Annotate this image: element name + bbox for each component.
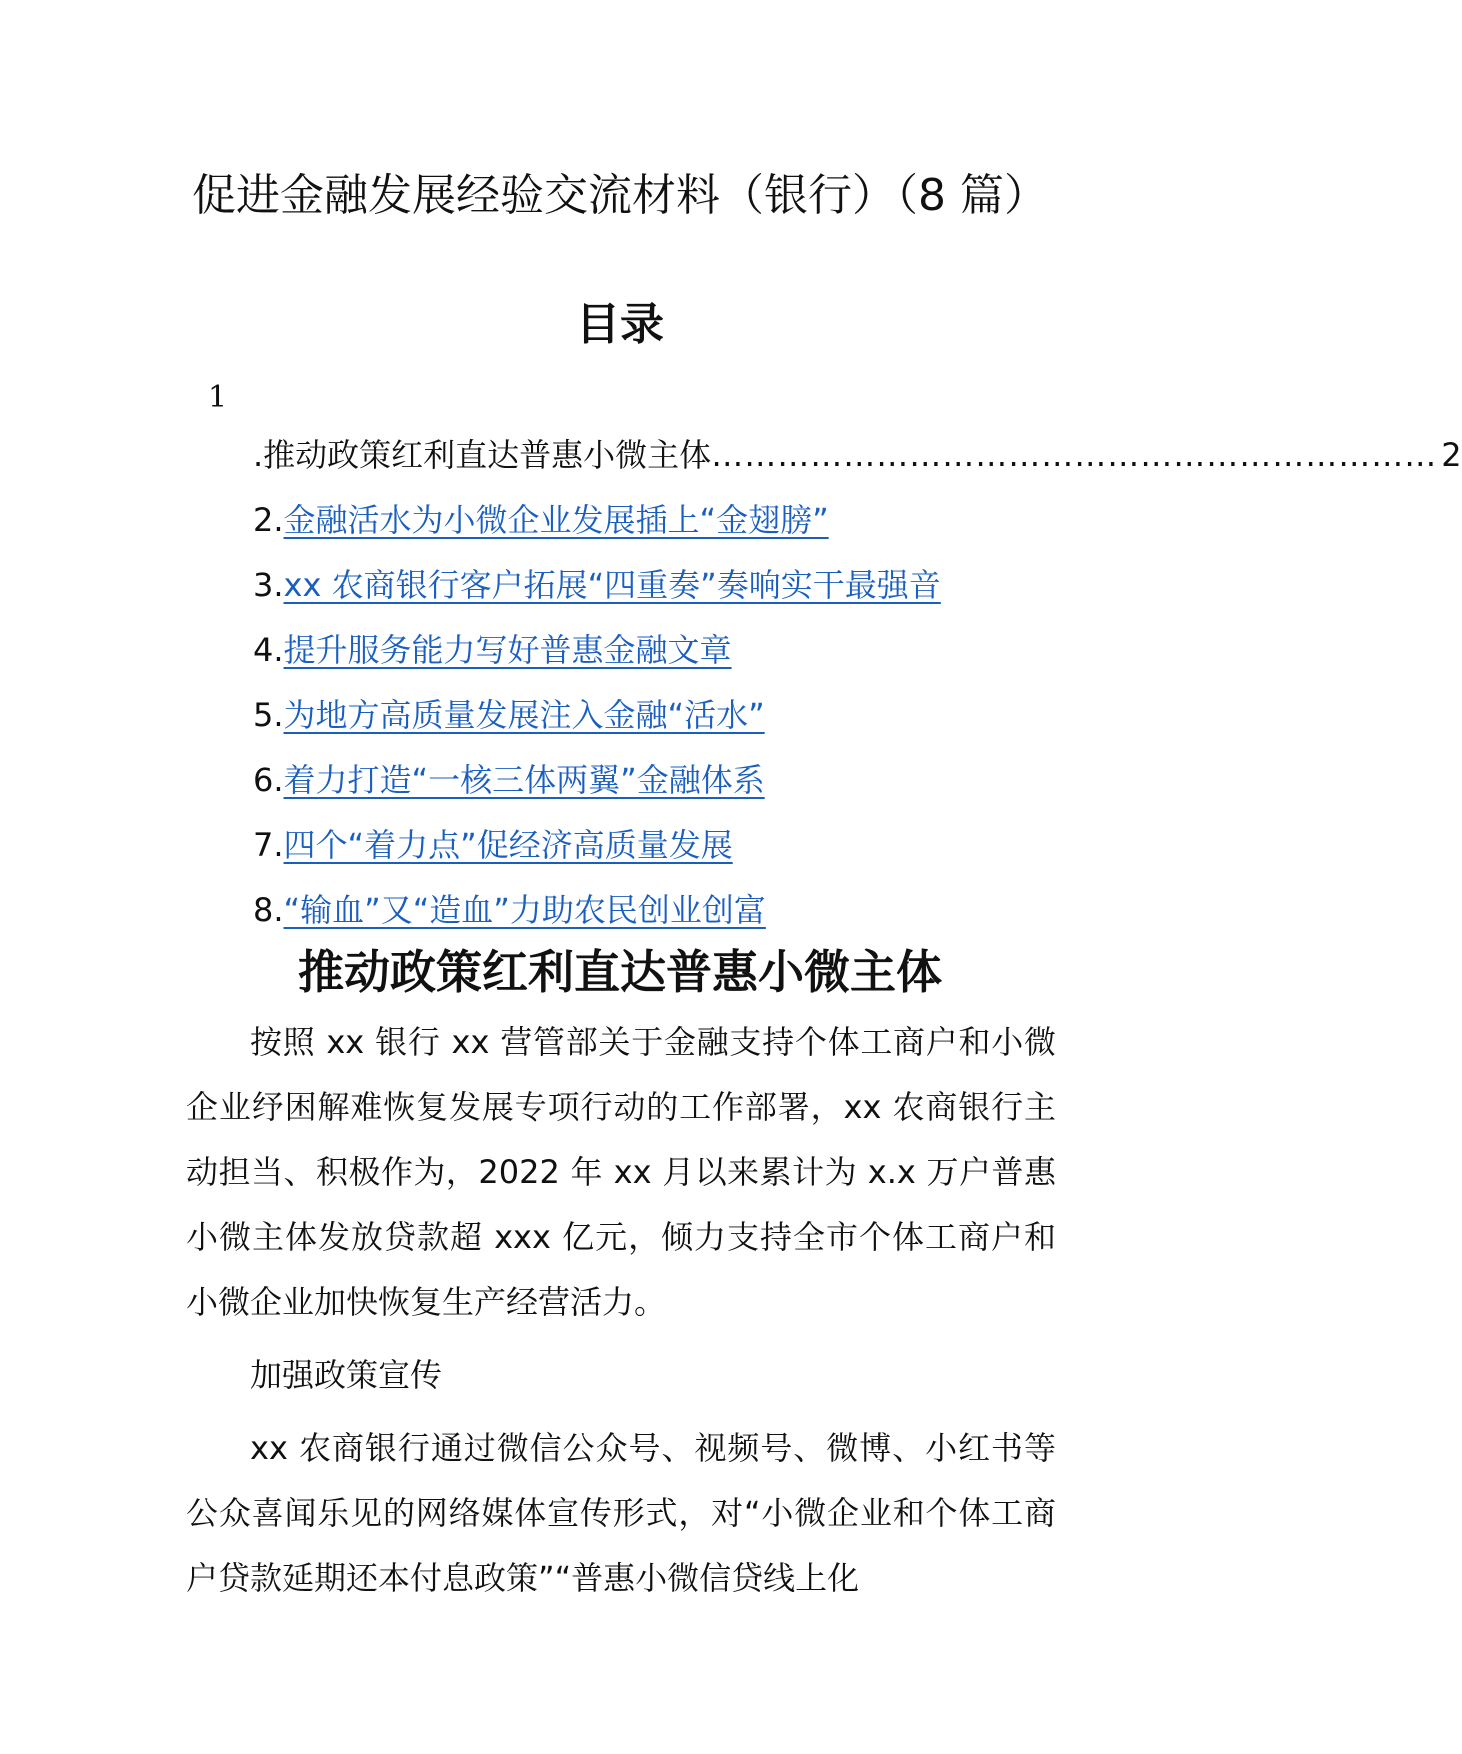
toc-marker: 1 (208, 380, 228, 415)
toc-link-6[interactable]: 着力打造“一核三体两翼”金融体系 (283, 761, 765, 799)
toc-entry-1[interactable] (253, 432, 1462, 497)
toc-entry-number: 6. (253, 761, 284, 799)
toc-entry-6 (253, 757, 1053, 822)
toc-heading (0, 295, 1240, 355)
section-title: 推动政策红利直达普惠小微主体 (298, 945, 942, 999)
toc-entry-number: 4. (253, 631, 284, 669)
toc-heading-text: 目录 (576, 299, 664, 350)
toc-entry-number: 7. (253, 826, 284, 864)
toc-link-8[interactable]: “输血”又“造血”力助农民创业创富 (283, 891, 766, 929)
table-of-contents (253, 432, 1462, 952)
toc-entry-7 (253, 822, 1053, 887)
toc-page-number: 2 (1441, 436, 1462, 474)
toc-entry-number: 2. (253, 501, 284, 539)
body-paragraph: xx 农商银行通过微信公众号、视频号、微博、小红书等公众喜闻乐见的网络媒体宣传形式，对“小微企业和个体工商户贷款延期还本付息政策”“普惠小微信贷线上化 (186, 1429, 1056, 1597)
toc-entry-1-label: .推动政策红利直达普惠小微主体 (253, 436, 712, 474)
toc-entry-number: 3. (253, 566, 284, 604)
document-title: 促进金融发展经验交流材料（银行）（8 篇） (192, 170, 1048, 221)
toc-link-4[interactable]: 提升服务能力写好普惠金融文章 (283, 631, 732, 669)
toc-link-3[interactable]: xx 农商银行客户拓展“四重奏”奏响实干最强音 (283, 566, 941, 604)
toc-entry-number: 5. (253, 696, 284, 734)
toc-entry-5 (253, 692, 1053, 757)
body-paragraph: 按照 xx 银行 xx 营管部关于金融支持个体工商户和小微企业纾困解难恢复发展专项行动的工作部署，xx 农商银行主动担当、积极作为，2022 年 xx 月以来累计为 x.x 万户普惠小微主体发放贷款超 xxx 亿元，倾力支持全市个体工商户和小微企业加快恢复生产经营活力。 (186, 1023, 1056, 1321)
toc-leader-dots: ………………………………………………………… (711, 436, 1438, 474)
toc-entry-number: 8. (253, 891, 284, 929)
section-body (186, 1010, 1056, 1611)
subheading: 加强政策宣传 (250, 1356, 443, 1394)
toc-entry-2 (253, 497, 1053, 562)
toc-entry-4 (253, 627, 1053, 692)
toc-link-2[interactable]: 金融活水为小微企业发展插上“金翅膀” (283, 501, 829, 539)
toc-link-5[interactable]: 为地方高质量发展注入金融“活水” (283, 696, 765, 734)
toc-entry-3 (253, 562, 1053, 627)
toc-link-7[interactable]: 四个“着力点”促经济高质量发展 (283, 826, 733, 864)
